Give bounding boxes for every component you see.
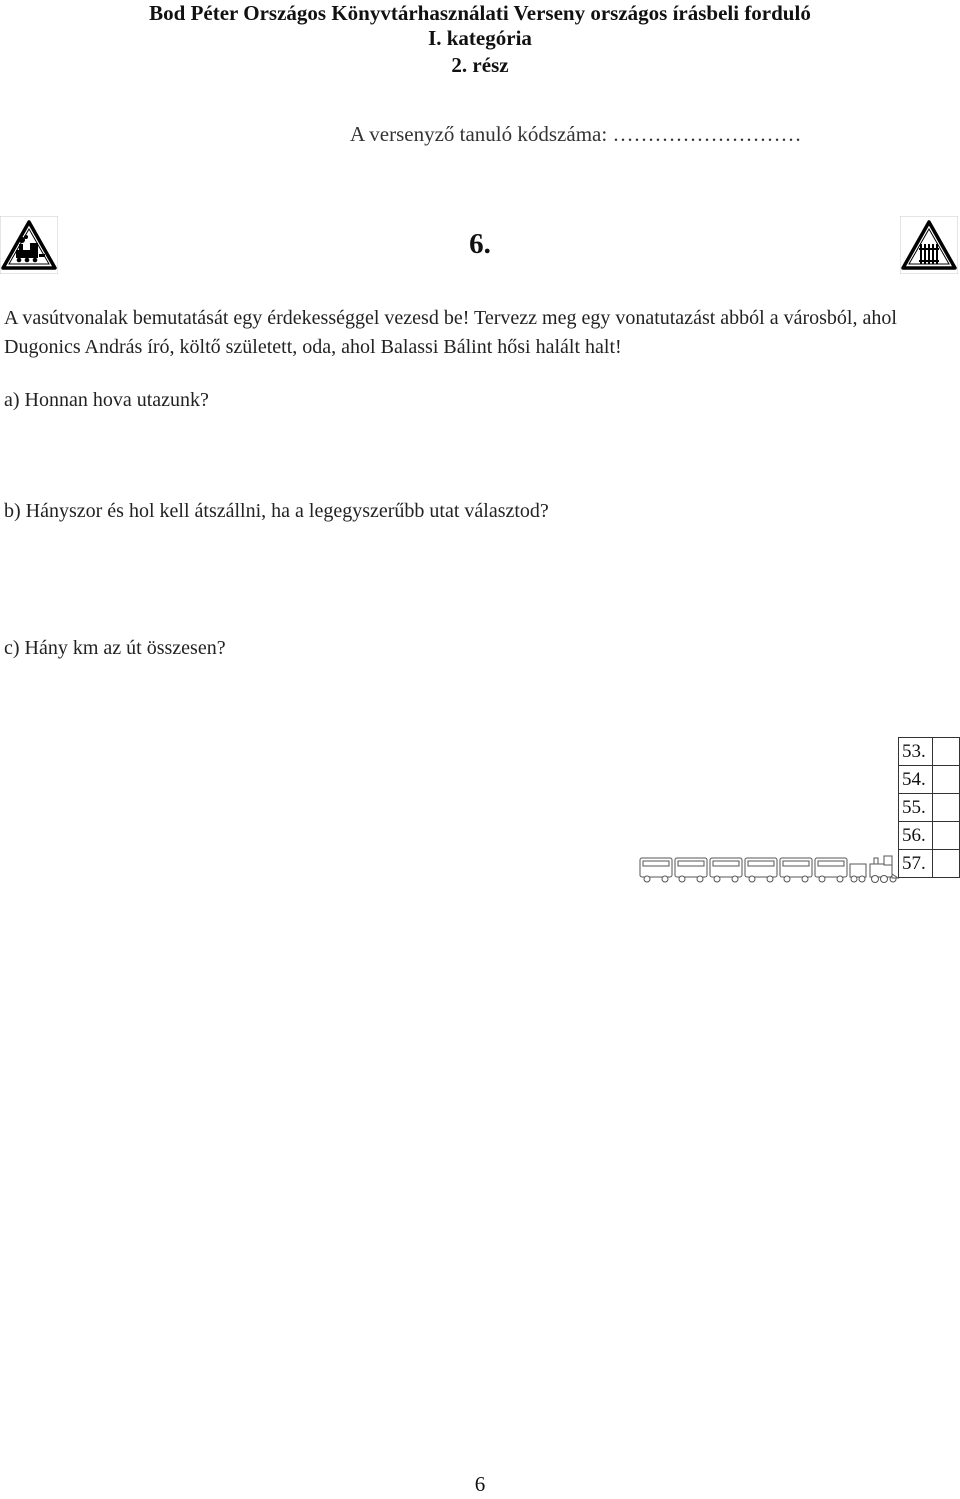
- score-item-number: 53.: [899, 738, 933, 766]
- railway-crossing-train-sign-icon: [0, 216, 58, 274]
- student-code-label: A versenyző tanuló kódszáma:: [350, 122, 608, 146]
- task-intro: A vasútvonalak bemutatását egy érdekességgel vezesd be! Tervezz meg egy vonatutazást abból a városból, ahol Dugonics András író, költő született, oda, ahol Balassi Bálint hősi halált halt!: [4, 307, 897, 358]
- score-cell[interactable]: [932, 738, 959, 766]
- score-cell[interactable]: [932, 850, 959, 878]
- score-row: [899, 822, 960, 850]
- railway-crossing-barrier-sign-icon: [900, 216, 958, 274]
- student-code-dots: ………………………: [612, 122, 802, 146]
- question-b: b) Hányszor és hol kell átszállni, ha a legegyszerűbb utat választod?: [4, 500, 549, 522]
- score-cell[interactable]: [932, 822, 959, 850]
- score-item-number: 56.: [899, 822, 933, 850]
- header-title: Bod Péter Országos Könyvtárhasználati Verseny országos írásbeli forduló: [149, 1, 811, 25]
- score-row: [899, 794, 960, 822]
- score-item-number: 57.: [899, 850, 933, 878]
- score-table: [898, 737, 960, 878]
- page-number: 6: [474, 1472, 486, 1496]
- header-part: 2. rész: [451, 53, 509, 77]
- score-item-number: 55.: [899, 794, 933, 822]
- score-cell[interactable]: [932, 794, 959, 822]
- question-c: c) Hány km az út összesen?: [4, 637, 226, 659]
- task-number: 6.: [469, 228, 491, 260]
- question-a: a) Honnan hova utazunk?: [4, 389, 209, 411]
- score-row: [899, 850, 960, 878]
- student-code-line: [350, 122, 801, 147]
- score-cell[interactable]: [932, 766, 959, 794]
- train-illustration-icon: [638, 852, 900, 884]
- score-row: [899, 738, 960, 766]
- score-item-number: 54.: [899, 766, 933, 794]
- header-category: I. kategória: [428, 26, 532, 50]
- score-row: [899, 766, 960, 794]
